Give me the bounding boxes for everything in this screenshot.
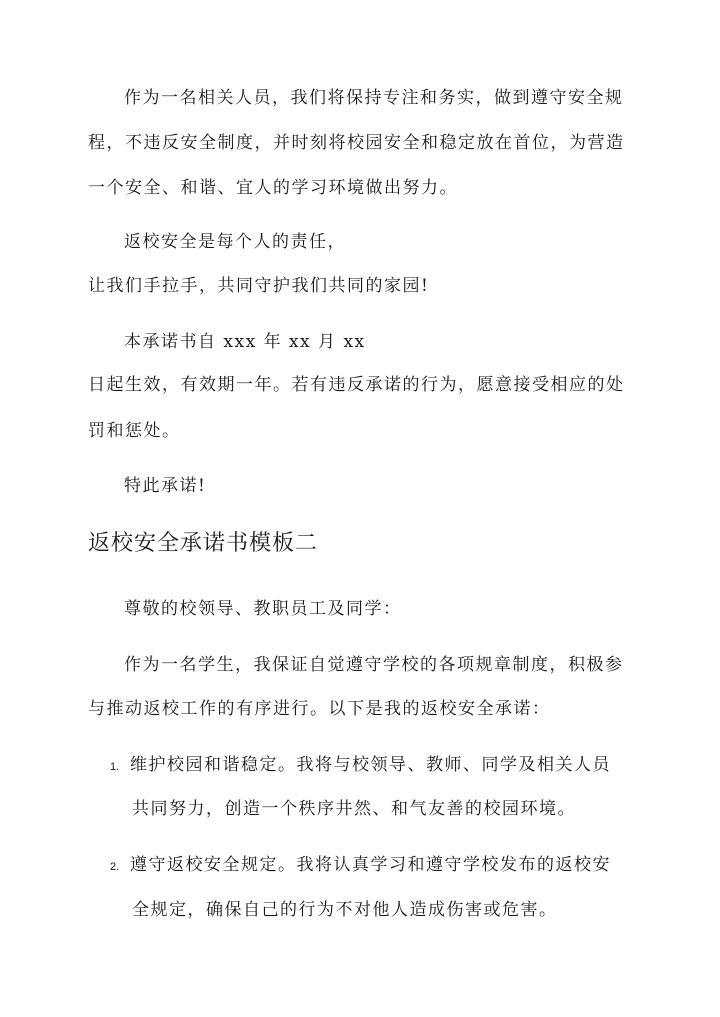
paragraph-line: 本承诺书自 xxx 年 xx 月 xx [124, 332, 366, 352]
paragraph-line: 与推动返校工作的有序进行。以下是我的返校安全承诺： [88, 699, 551, 719]
section-title: 返校安全承诺书模板二 [88, 531, 319, 556]
list-item-line: 共同努力，创造一个秩序井然、和气友善的校园环境。 [132, 799, 576, 819]
list-number: 1. [110, 761, 120, 773]
paragraph-line: 日起生效，有效期一年。若有违反承诺的行为，愿意接受相应的处 [88, 375, 625, 395]
list-item-line: 遵守返校安全规定。我将认真学习和遵守学校发布的返校安 [130, 855, 611, 875]
paragraph-line: 作为一名学生，我保证自觉遵守学校的各项规章制度，积极参 [124, 655, 624, 675]
salutation: 尊敬的校领导、教职员工及同学： [124, 599, 402, 619]
list-item-line: 维护校园和谐稳定。我将与校领导、教师、同学及相关人员 [130, 755, 611, 775]
closing-text: 特此承诺! [124, 476, 207, 496]
paragraph-line: 返校安全是每个人的责任， [124, 232, 346, 252]
paragraph-line: 作为一名相关人员，我们将保持专注和务实，做到遵守安全规 [124, 88, 624, 108]
paragraph-line: 让我们手拉手，共同守护我们共同的家园! [88, 276, 430, 296]
paragraph-line: 罚和惩处。 [88, 421, 181, 441]
list-item-line: 全规定，确保自己的行为不对他人造成伤害或危害。 [132, 900, 558, 920]
paragraph-line: 一个安全、和谐、宜人的学习环境做出努力。 [88, 178, 458, 198]
list-number: 2. [110, 861, 120, 873]
paragraph-line: 程，不违反安全制度，并时刻将校园安全和稳定放在首位，为营造 [88, 133, 625, 153]
